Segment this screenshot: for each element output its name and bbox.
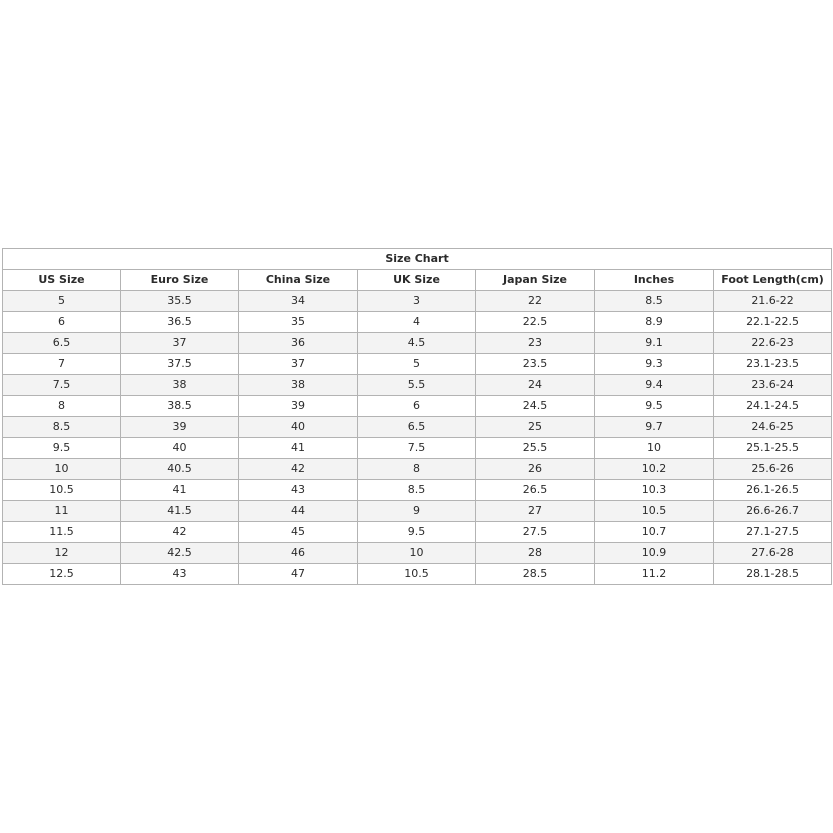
- table-cell: 10: [3, 459, 121, 480]
- table-cell: 35: [239, 312, 358, 333]
- table-cell: 12: [3, 543, 121, 564]
- table-cell: 42: [121, 522, 239, 543]
- table-cell: 22: [476, 291, 595, 312]
- table-row: [3, 522, 832, 543]
- column-header: Japan Size: [476, 270, 595, 291]
- table-cell: 9.5: [3, 438, 121, 459]
- table-cell: 41: [239, 438, 358, 459]
- table-cell: 26.5: [476, 480, 595, 501]
- table-cell: 46: [239, 543, 358, 564]
- column-header: Euro Size: [121, 270, 239, 291]
- table-cell: 3: [358, 291, 476, 312]
- table-cell: 4: [358, 312, 476, 333]
- table-cell: 28: [476, 543, 595, 564]
- table-row: [3, 417, 832, 438]
- table-cell: 4.5: [358, 333, 476, 354]
- table-cell: 21.6-22: [714, 291, 832, 312]
- table-cell: 36: [239, 333, 358, 354]
- table-cell: 37.5: [121, 354, 239, 375]
- table-cell: 10.9: [595, 543, 714, 564]
- table-title: Size Chart: [3, 249, 832, 270]
- table-row: [3, 312, 832, 333]
- table-row: [3, 564, 832, 585]
- table-cell: 47: [239, 564, 358, 585]
- table-cell: 8.5: [3, 417, 121, 438]
- table-cell: 28.5: [476, 564, 595, 585]
- table-cell: 34: [239, 291, 358, 312]
- table-row: [3, 375, 832, 396]
- table-header-row: [3, 270, 832, 291]
- table-title-row: [3, 249, 832, 270]
- table-row: [3, 459, 832, 480]
- table-cell: 39: [239, 396, 358, 417]
- table-cell: 23.1-23.5: [714, 354, 832, 375]
- table-cell: 23.6-24: [714, 375, 832, 396]
- table-cell: 8: [3, 396, 121, 417]
- table-cell: 39: [121, 417, 239, 438]
- column-header: Inches: [595, 270, 714, 291]
- table-row: [3, 333, 832, 354]
- table-cell: 11: [3, 501, 121, 522]
- table-cell: 25.6-26: [714, 459, 832, 480]
- table-cell: 22.6-23: [714, 333, 832, 354]
- table-cell: 5.5: [358, 375, 476, 396]
- table-cell: 24.1-24.5: [714, 396, 832, 417]
- table-cell: 9.5: [595, 396, 714, 417]
- table-body: [3, 291, 832, 585]
- table-cell: 9.7: [595, 417, 714, 438]
- table-row: [3, 291, 832, 312]
- table-cell: 25: [476, 417, 595, 438]
- table-cell: 25.5: [476, 438, 595, 459]
- table-cell: 26: [476, 459, 595, 480]
- table-cell: 25.1-25.5: [714, 438, 832, 459]
- table-cell: 7.5: [358, 438, 476, 459]
- table-cell: 44: [239, 501, 358, 522]
- table-cell: 9.5: [358, 522, 476, 543]
- table-cell: 6: [3, 312, 121, 333]
- table-cell: 6.5: [3, 333, 121, 354]
- table-cell: 8.5: [595, 291, 714, 312]
- size-chart-table: [2, 248, 832, 585]
- table-cell: 11.2: [595, 564, 714, 585]
- table-cell: 10.5: [595, 501, 714, 522]
- table-cell: 10: [358, 543, 476, 564]
- size-chart-container: [2, 248, 831, 585]
- table-cell: 10.7: [595, 522, 714, 543]
- table-cell: 27: [476, 501, 595, 522]
- table-cell: 9.3: [595, 354, 714, 375]
- table-cell: 6.5: [358, 417, 476, 438]
- table-cell: 28.1-28.5: [714, 564, 832, 585]
- table-cell: 26.6-26.7: [714, 501, 832, 522]
- table-cell: 27.6-28: [714, 543, 832, 564]
- column-header: China Size: [239, 270, 358, 291]
- table-row: [3, 543, 832, 564]
- table-cell: 11.5: [3, 522, 121, 543]
- table-cell: 24.6-25: [714, 417, 832, 438]
- table-cell: 41.5: [121, 501, 239, 522]
- table-cell: 41: [121, 480, 239, 501]
- table-cell: 37: [121, 333, 239, 354]
- table-cell: 36.5: [121, 312, 239, 333]
- table-cell: 12.5: [3, 564, 121, 585]
- table-cell: 6: [358, 396, 476, 417]
- table-cell: 8: [358, 459, 476, 480]
- table-cell: 40.5: [121, 459, 239, 480]
- column-header: Foot Length(cm): [714, 270, 832, 291]
- table-row: [3, 501, 832, 522]
- table-cell: 10.3: [595, 480, 714, 501]
- table-cell: 38.5: [121, 396, 239, 417]
- table-cell: 8.5: [358, 480, 476, 501]
- table-cell: 10.2: [595, 459, 714, 480]
- table-cell: 10.5: [358, 564, 476, 585]
- table-cell: 38: [239, 375, 358, 396]
- table-cell: 24: [476, 375, 595, 396]
- table-cell: 8.9: [595, 312, 714, 333]
- column-header: UK Size: [358, 270, 476, 291]
- table-cell: 45: [239, 522, 358, 543]
- table-cell: 38: [121, 375, 239, 396]
- table-cell: 27.1-27.5: [714, 522, 832, 543]
- table-cell: 22.1-22.5: [714, 312, 832, 333]
- table-cell: 23.5: [476, 354, 595, 375]
- table-cell: 5: [3, 291, 121, 312]
- table-cell: 43: [239, 480, 358, 501]
- table-cell: 9.1: [595, 333, 714, 354]
- table-row: [3, 480, 832, 501]
- table-cell: 22.5: [476, 312, 595, 333]
- table-cell: 7: [3, 354, 121, 375]
- table-cell: 9: [358, 501, 476, 522]
- table-cell: 7.5: [3, 375, 121, 396]
- table-cell: 27.5: [476, 522, 595, 543]
- table-cell: 5: [358, 354, 476, 375]
- table-cell: 40: [239, 417, 358, 438]
- table-row: [3, 354, 832, 375]
- table-cell: 26.1-26.5: [714, 480, 832, 501]
- table-cell: 23: [476, 333, 595, 354]
- table-row: [3, 438, 832, 459]
- column-header: US Size: [3, 270, 121, 291]
- table-cell: 37: [239, 354, 358, 375]
- table-cell: 10.5: [3, 480, 121, 501]
- table-row: [3, 396, 832, 417]
- table-cell: 40: [121, 438, 239, 459]
- table-cell: 24.5: [476, 396, 595, 417]
- table-cell: 43: [121, 564, 239, 585]
- table-cell: 42: [239, 459, 358, 480]
- table-cell: 35.5: [121, 291, 239, 312]
- table-cell: 10: [595, 438, 714, 459]
- table-cell: 9.4: [595, 375, 714, 396]
- table-cell: 42.5: [121, 543, 239, 564]
